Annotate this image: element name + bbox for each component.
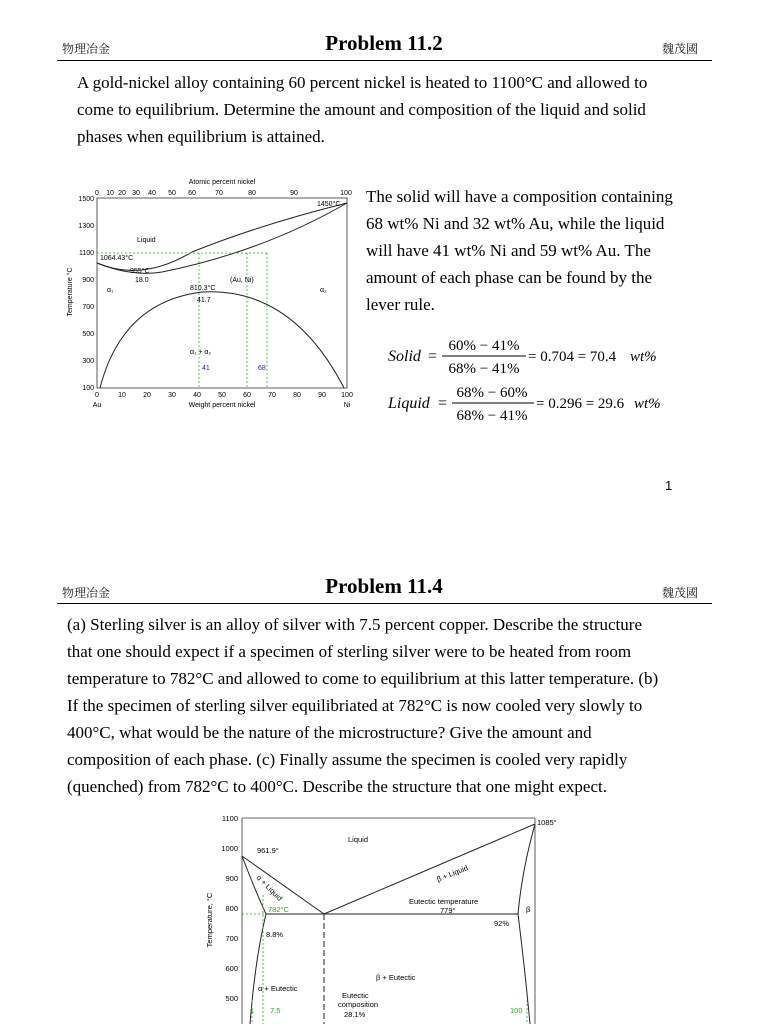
header-course: 物理冶金 — [62, 586, 111, 600]
tick-label: 100 — [341, 392, 353, 399]
tick-label: 100 — [82, 385, 94, 392]
eq-numerator: 60% − 41% — [448, 338, 520, 354]
tick-label: 80 — [293, 392, 301, 399]
tick-label: 90 — [318, 392, 326, 399]
tick-label: 600 — [225, 964, 238, 973]
beta-boundary — [518, 824, 535, 1024]
phase-label: β + Eutectic — [376, 973, 416, 982]
marker-41: 41 — [202, 365, 210, 372]
problem-line: that one should expect if a specimen of sterling silver were to be heated from room — [67, 642, 632, 661]
eq-result: = 0.704 = 70.4 — [528, 349, 617, 365]
miscibility-gap — [100, 292, 344, 388]
tick-label: 50 — [218, 392, 226, 399]
tick-label: 40 — [193, 392, 201, 399]
answer-line: The solid will have a composition containing — [366, 187, 673, 206]
tick-label: 100 — [340, 190, 352, 197]
tick-label: 30 — [132, 190, 140, 197]
problem-line: 400°C, what would be the nature of the microstructure? Give the amount and — [67, 723, 592, 742]
liquid-label: Liquid — [137, 237, 156, 244]
phase-label: β + Liquid — [435, 863, 470, 884]
liquidus-line — [97, 203, 347, 270]
eutectic-comp-label: composition — [338, 1000, 379, 1009]
phase-label: α + Eutectic — [258, 984, 298, 993]
answer-line: 68 wt% Ni and 32 wt% Au, while the liquid — [366, 214, 665, 233]
tick-label: 0 — [95, 190, 99, 197]
top-axis-title: Atomic percent nickel — [188, 179, 256, 186]
top-ticks — [95, 190, 352, 197]
comp-label: 92% — [494, 919, 510, 928]
tick-label: 40 — [148, 190, 156, 197]
tick-label: 50 — [168, 190, 176, 197]
temp-label: 1450°C — [317, 201, 341, 208]
tick-label: 20 — [118, 190, 126, 197]
problem-title: Problem 11.4 — [325, 574, 443, 598]
tick-label: 60 — [243, 392, 251, 399]
answer-text — [366, 183, 711, 318]
liquid-label: Liquid — [348, 835, 369, 844]
phase-label: α₂ — [320, 287, 327, 294]
temp-label: 1085° — [537, 818, 557, 827]
comp-label: 18.0 — [135, 277, 149, 284]
temp-label: 1064.43°C — [100, 255, 134, 262]
bottom-ticks — [95, 392, 353, 399]
svg-text:=: = — [428, 348, 438, 365]
tick-label: 1100 — [78, 250, 94, 257]
answer-line: will have 41 wt% Ni and 59 wt% Au. The — [366, 241, 651, 260]
problem-title: Problem 11.2 — [325, 31, 443, 55]
page-number: 1 — [665, 478, 673, 493]
tick-label: 800 — [225, 904, 238, 913]
marker-7.5: 7.5 — [270, 1006, 281, 1015]
lever-rule-equations — [384, 334, 684, 434]
problem-line: composition of each phase. (c) Finally assume the specimen is cooled very rapidly — [67, 750, 628, 769]
tick-label: 300 — [82, 358, 94, 365]
tick-label: 500 — [225, 994, 238, 1003]
header-rule — [57, 603, 712, 604]
tick-label: 20 — [143, 392, 151, 399]
eq-unit: wt% — [630, 349, 657, 365]
answer-line: amount of each phase can be found by the — [366, 268, 653, 287]
header-author: 魏茂國 — [662, 42, 699, 56]
y-ticks — [221, 814, 238, 1003]
y-ticks — [78, 196, 94, 392]
tick-label: 500 — [82, 331, 94, 338]
tick-label: 10 — [118, 392, 126, 399]
solidus-line — [97, 203, 347, 273]
comp-label: 28.1% — [344, 1010, 366, 1019]
tick-label: 900 — [82, 277, 94, 284]
temp-782-label: 782°C — [268, 905, 289, 914]
eq-numerator: 68% − 60% — [456, 385, 528, 401]
problem-statement — [77, 69, 717, 150]
temp-label: 810.3°C — [190, 285, 216, 292]
marker-100: 100 — [510, 1006, 523, 1015]
bottom-axis-title: Weight percent nickel — [188, 402, 256, 409]
header-author: 魏茂國 — [662, 586, 699, 600]
comp-label: 8.8% — [266, 930, 284, 939]
equation-solid — [388, 338, 657, 377]
problem-line: If the specimen of sterling silver equilibriated at 782°C is now cooled very slowly to — [67, 696, 643, 715]
tick-label: 900 — [225, 874, 238, 883]
answer-line: lever rule. — [366, 295, 435, 314]
svg-text:=: = — [438, 395, 448, 412]
phase-label: α₁ + α₂ — [190, 349, 212, 356]
problem-line: come to equilibrium. Determine the amount and composition of the liquid and solid — [77, 100, 646, 119]
equation-liquid — [387, 385, 661, 424]
problem-line: A gold-nickel alloy containing 60 percent nickel is heated to 1100°C and allowed to — [77, 73, 648, 92]
eq-denominator: 68% − 41% — [448, 361, 520, 377]
comp-label: 41.7 — [197, 297, 211, 304]
temp-label: 779° — [440, 906, 456, 915]
au-end-label: Au — [92, 402, 102, 409]
au-ni-phase-diagram — [62, 172, 362, 412]
marker-68: 68 — [258, 365, 266, 372]
tick-label: 0 — [95, 392, 99, 399]
tick-label: 1000 — [221, 844, 238, 853]
marker-1: 1 — [250, 1006, 255, 1015]
tick-label: 700 — [82, 304, 94, 311]
temp-label: 955°C — [130, 268, 150, 275]
problem-line: (a) Sterling silver is an alloy of silver with 7.5 percent copper. Describe the structure — [67, 615, 642, 634]
problem-line: phases when equilibrium is attained. — [77, 127, 325, 146]
problem-line: temperature to 782°C and allowed to come to equilibrium at this latter temperature. (b) — [67, 669, 659, 688]
tick-label: 700 — [225, 934, 238, 943]
phase-label: β — [526, 905, 531, 914]
eq-label: Solid — [388, 348, 421, 365]
header-course: 物理冶金 — [62, 42, 111, 56]
diagram-labels — [250, 818, 557, 1019]
problem-statement — [67, 611, 717, 800]
tick-label: 70 — [215, 190, 223, 197]
tick-label: 90 — [290, 190, 298, 197]
problem-line: (quenched) from 782°C to 400°C. Describe the structure that one might expect. — [67, 777, 607, 796]
tick-label: 60 — [188, 190, 196, 197]
tick-label: 70 — [268, 392, 276, 399]
tick-label: 10 — [106, 190, 114, 197]
tick-label: 1100 — [221, 814, 238, 823]
ni-end-label: Ni — [343, 402, 351, 409]
y-axis-title: Temperature °C — [67, 267, 74, 317]
header-rule — [57, 60, 712, 61]
eq-result: = 0.296 = 29.6 — [536, 396, 625, 412]
plot-frame — [97, 198, 347, 388]
eutectic-temp-label: Eutectic temperature — [409, 897, 479, 906]
phase-label: α + Liquid — [254, 873, 285, 903]
eq-label: Liquid — [388, 395, 430, 412]
phase-label: (Au, Ni) — [230, 277, 254, 284]
ag-cu-phase-diagram — [200, 810, 570, 1024]
tick-label: 1500 — [78, 196, 94, 203]
temp-label: 961.9° — [257, 846, 279, 855]
phase-label: α₁ — [107, 287, 114, 294]
eq-denominator: 68% − 41% — [456, 408, 528, 424]
tick-label: 30 — [168, 392, 176, 399]
eq-unit: wt% — [634, 396, 661, 412]
eutectic-comp-label: Eutectic — [342, 991, 369, 1000]
tick-label: 1300 — [78, 223, 94, 230]
tick-label: 80 — [248, 190, 256, 197]
y-axis-title: Temperature, °C — [205, 892, 214, 948]
